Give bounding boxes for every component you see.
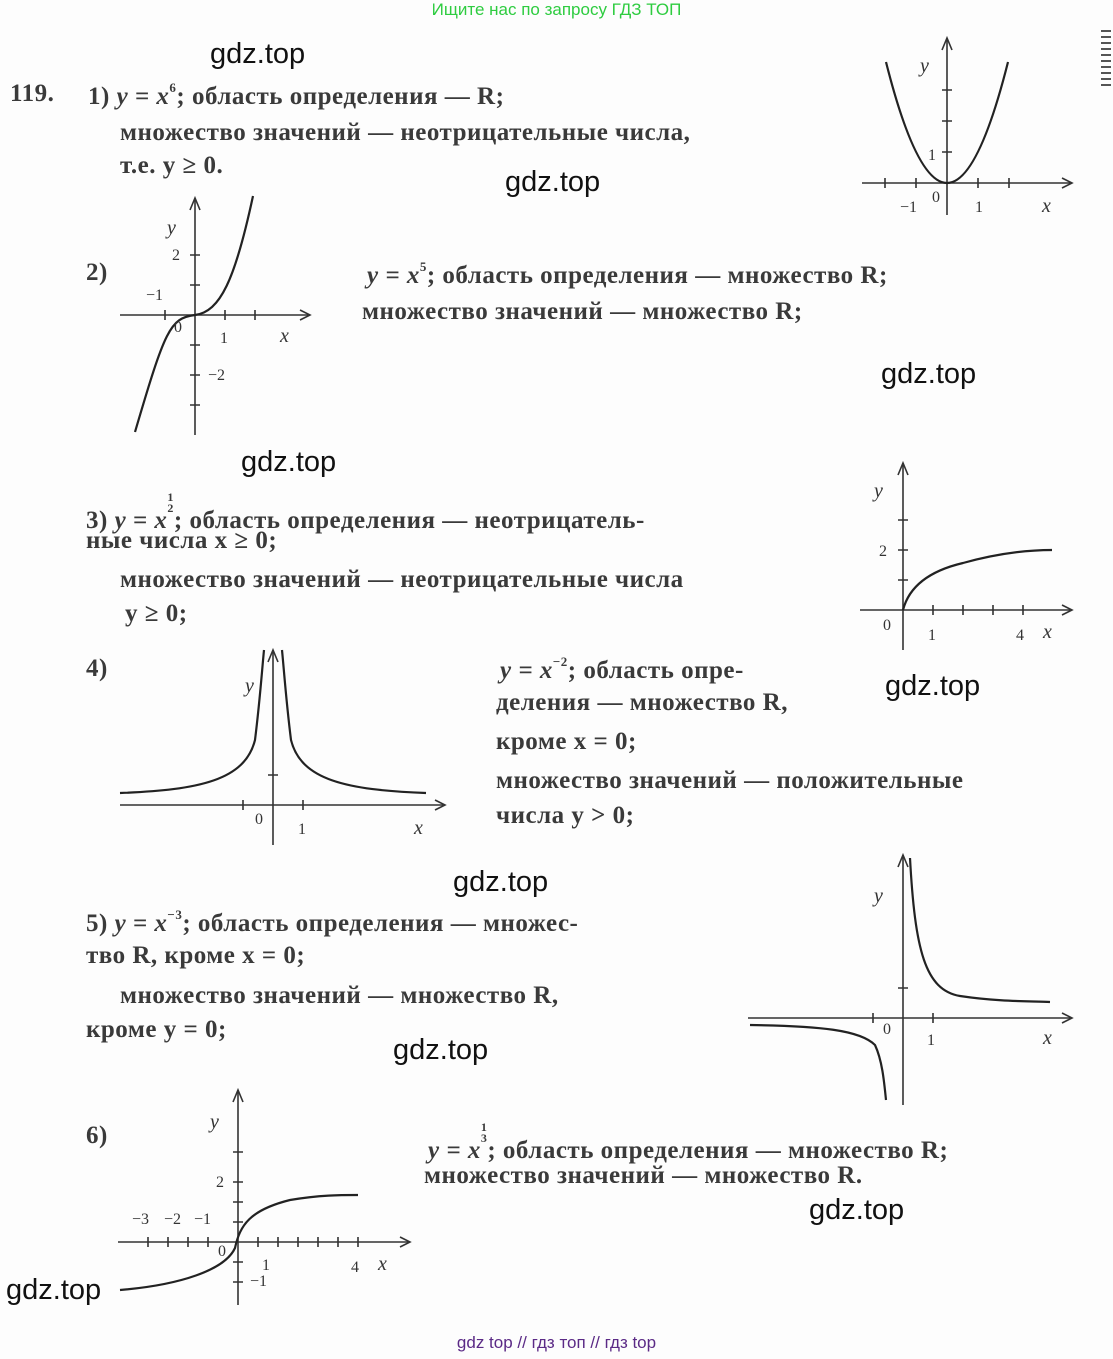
- header-banner[interactable]: Ищите нас по запросу ГДЗ ТОП: [431, 0, 682, 19]
- p4-line3: кроме x = 0;: [496, 728, 637, 755]
- p5-line4: кроме y = 0;: [86, 1016, 227, 1043]
- p4-number: 4): [86, 655, 108, 682]
- watermark: gdz.top: [241, 446, 337, 478]
- svg-text:2: 2: [216, 1174, 224, 1191]
- p3-line1: 3) y = x 1 2 ; область определения — неотрицатель-: [86, 490, 645, 534]
- svg-text:x: x: [1043, 1027, 1052, 1049]
- p4-line1: $y = x^{-2}$; область опре-: [500, 654, 744, 684]
- watermark: gdz.top: [453, 866, 549, 898]
- svg-text:0: 0: [883, 617, 891, 634]
- svg-text:1: 1: [928, 627, 936, 644]
- svg-text:1: 1: [927, 1032, 935, 1049]
- watermark: gdz.top: [885, 670, 981, 702]
- watermark: gdz.top: [505, 166, 601, 198]
- p1-line1: 1) $y = x^6$; область определения — R;: [88, 80, 505, 110]
- p1-line2: множество значений — неотрицательные числа,: [120, 119, 691, 146]
- svg-text:1: 1: [262, 1257, 270, 1274]
- p3-line3: множество значений — неотрицательные числа: [120, 566, 684, 593]
- watermark: gdz.top: [393, 1034, 489, 1066]
- p6-line1: y = x 1 3 ; область определения — множество R;: [428, 1120, 949, 1164]
- graph-x5: [120, 196, 310, 435]
- svg-text:y: y: [874, 480, 883, 502]
- p4-line4: множество значений — положительные: [496, 767, 964, 794]
- problem-number: 119.: [10, 80, 55, 107]
- watermark: gdz.top: [6, 1274, 102, 1306]
- svg-text:x: x: [280, 325, 289, 347]
- p2-line1: $y = x^5$; область определения — множество R;: [367, 259, 888, 289]
- svg-text:−1: −1: [250, 1273, 268, 1290]
- p5-line3: множество значений — множество R,: [120, 982, 559, 1009]
- svg-text:−3: −3: [132, 1211, 150, 1228]
- p4-line2: деления — множество R,: [496, 689, 788, 716]
- p2-line2: множество значений — множество R;: [362, 298, 803, 325]
- watermark: gdz.top: [881, 358, 977, 390]
- p5-line1: 5) $y = x^{-3}$; область определения — множес-: [86, 907, 579, 937]
- svg-text:0: 0: [932, 189, 940, 206]
- svg-text:1: 1: [928, 147, 936, 164]
- p5-line2: тво R, кроме x = 0;: [86, 942, 306, 969]
- svg-text:x: x: [414, 817, 423, 839]
- svg-text:0: 0: [218, 1243, 226, 1260]
- p1-line3: т.е. y ≥ 0.: [120, 152, 224, 179]
- svg-text:1: 1: [975, 199, 983, 216]
- svg-text:−2: −2: [164, 1211, 182, 1228]
- svg-text:1: 1: [220, 330, 228, 347]
- p4-line5: числа y > 0;: [496, 802, 635, 829]
- footer-links[interactable]: gdz top // гдз топ // гдз top: [456, 1333, 657, 1352]
- p3-line2: ные числа x ≥ 0;: [86, 527, 278, 554]
- svg-text:2: 2: [172, 247, 180, 264]
- p6-number: 6): [86, 1122, 108, 1149]
- svg-text:x: x: [1043, 621, 1052, 643]
- graph-x-3: [748, 855, 1072, 1105]
- p6-line2: множество значений — множество R.: [424, 1162, 863, 1189]
- svg-text:y: y: [167, 217, 176, 239]
- svg-text:2: 2: [879, 543, 887, 560]
- svg-text:y: y: [245, 675, 254, 697]
- p3-line4: y ≥ 0;: [125, 600, 188, 627]
- svg-text:0: 0: [174, 319, 182, 336]
- graph-sqrt: [860, 463, 1072, 650]
- graph-x-2: [120, 650, 445, 845]
- svg-text:1: 1: [298, 821, 306, 838]
- svg-text:−1: −1: [194, 1211, 212, 1228]
- svg-text:y: y: [874, 885, 883, 907]
- svg-text:0: 0: [883, 1021, 891, 1038]
- svg-text:−1: −1: [900, 199, 918, 216]
- svg-text:−2: −2: [208, 367, 226, 384]
- svg-text:y: y: [920, 55, 929, 77]
- svg-text:x: x: [1042, 195, 1051, 217]
- p2-number: 2): [86, 259, 108, 286]
- svg-text:4: 4: [1016, 627, 1024, 644]
- watermark: gdz.top: [809, 1194, 905, 1226]
- svg-text:y: y: [210, 1111, 219, 1133]
- svg-text:4: 4: [351, 1259, 359, 1276]
- graph-x6: [862, 38, 1072, 217]
- graph-cbrt: [118, 1090, 410, 1305]
- watermark: gdz.top: [210, 38, 306, 70]
- svg-text:x: x: [378, 1253, 387, 1275]
- svg-text:0: 0: [255, 811, 263, 828]
- svg-text:−1: −1: [146, 287, 164, 304]
